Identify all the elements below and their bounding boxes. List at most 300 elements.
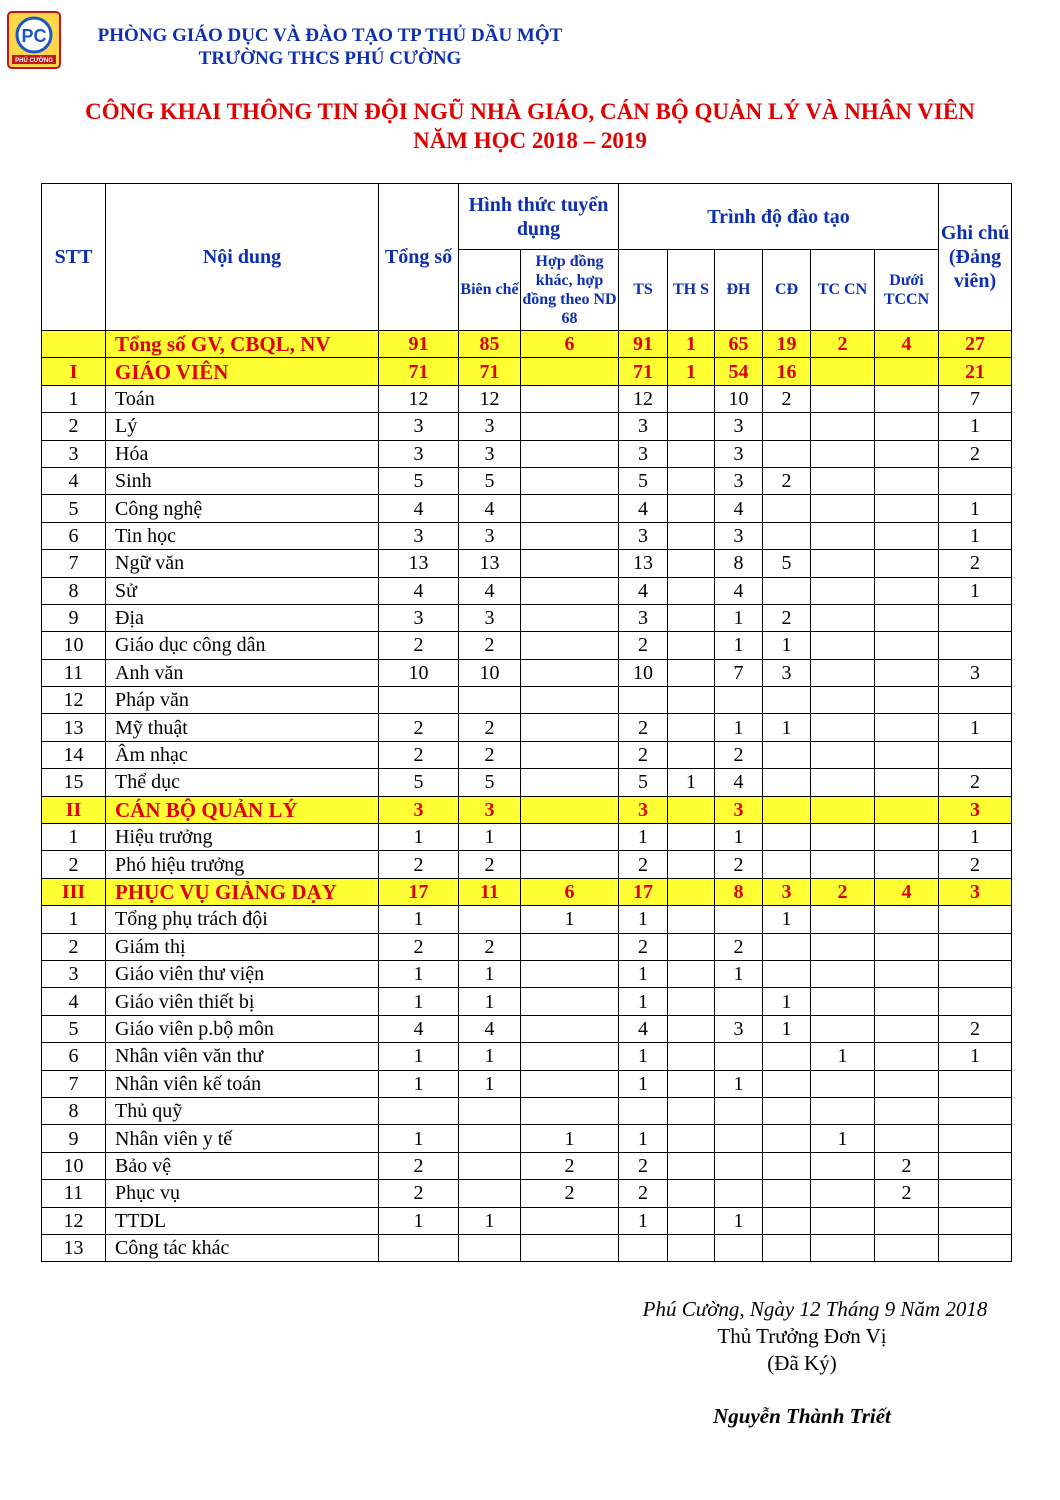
cell-stt: III bbox=[42, 878, 106, 905]
cell-hd bbox=[521, 1097, 619, 1124]
cell-duoi bbox=[875, 1097, 939, 1124]
table-row bbox=[42, 1097, 1012, 1124]
cell-hd bbox=[521, 988, 619, 1015]
cell-hd bbox=[521, 1043, 619, 1070]
cell-dh: 3 bbox=[715, 467, 763, 494]
cell-bc: 85 bbox=[459, 331, 521, 358]
cell-hd bbox=[521, 769, 619, 796]
cell-bc: 5 bbox=[459, 467, 521, 494]
cell-tong bbox=[379, 687, 459, 714]
cell-ths bbox=[668, 1015, 715, 1042]
cell-bc bbox=[459, 1152, 521, 1179]
cell-note bbox=[939, 1180, 1012, 1207]
cell-cd bbox=[763, 1070, 811, 1097]
cell-dh: 1 bbox=[715, 1207, 763, 1234]
cell-cd: 1 bbox=[763, 632, 811, 659]
cell-ths: 1 bbox=[668, 769, 715, 796]
cell-note: 2 bbox=[939, 440, 1012, 467]
cell-bc: 1 bbox=[459, 1043, 521, 1070]
cell-tong: 2 bbox=[379, 933, 459, 960]
cell-dh: 4 bbox=[715, 495, 763, 522]
cell-duoi bbox=[875, 824, 939, 851]
cell-ts: 1 bbox=[619, 960, 668, 987]
cell-cd bbox=[763, 741, 811, 768]
cell-ths bbox=[668, 1152, 715, 1179]
table-row bbox=[42, 1207, 1012, 1234]
cell-tong: 3 bbox=[379, 796, 459, 823]
cell-tc bbox=[811, 1070, 875, 1097]
table-row bbox=[42, 495, 1012, 522]
cell-cd: 3 bbox=[763, 659, 811, 686]
table-row bbox=[42, 687, 1012, 714]
cell-cd bbox=[763, 1207, 811, 1234]
cell-cd bbox=[763, 769, 811, 796]
cell-stt: 1 bbox=[42, 824, 106, 851]
cell-duoi bbox=[875, 413, 939, 440]
cell-stt bbox=[42, 331, 106, 358]
cell-note bbox=[939, 632, 1012, 659]
cell-hd: 2 bbox=[521, 1180, 619, 1207]
school-year: NĂM HỌC 2018 – 2019 bbox=[413, 128, 647, 153]
cell-tc bbox=[811, 1234, 875, 1261]
col-recruit-hd: Hợp đồng khác, hợp đồng theo ND 68 bbox=[521, 250, 619, 331]
cell-duoi bbox=[875, 1070, 939, 1097]
cell-note: 2 bbox=[939, 851, 1012, 878]
cell-hd bbox=[521, 933, 619, 960]
cell-hd bbox=[521, 960, 619, 987]
cell-hd bbox=[521, 1234, 619, 1261]
cell-cd bbox=[763, 960, 811, 987]
cell-tong: 1 bbox=[379, 988, 459, 1015]
cell-tc bbox=[811, 495, 875, 522]
cell-duoi bbox=[875, 632, 939, 659]
cell-tong bbox=[379, 1097, 459, 1124]
cell-name: Địa bbox=[106, 604, 379, 631]
cell-duoi bbox=[875, 522, 939, 549]
cell-dh bbox=[715, 1234, 763, 1261]
cell-tong: 3 bbox=[379, 413, 459, 440]
logo-caption: PHÚ CƯỜNG bbox=[15, 58, 53, 64]
cell-cd: 3 bbox=[763, 878, 811, 905]
cell-ts bbox=[619, 1234, 668, 1261]
cell-dh: 4 bbox=[715, 577, 763, 604]
cell-ths bbox=[668, 1097, 715, 1124]
cell-bc bbox=[459, 1234, 521, 1261]
cell-cd bbox=[763, 687, 811, 714]
cell-dh: 1 bbox=[715, 960, 763, 987]
cell-ts: 4 bbox=[619, 495, 668, 522]
cell-tc bbox=[811, 906, 875, 933]
cell-ths bbox=[668, 741, 715, 768]
cell-stt: 14 bbox=[42, 741, 106, 768]
cell-tong: 1 bbox=[379, 1070, 459, 1097]
cell-ts: 2 bbox=[619, 714, 668, 741]
cell-cd bbox=[763, 1125, 811, 1152]
cell-note: 1 bbox=[939, 714, 1012, 741]
cell-duoi bbox=[875, 467, 939, 494]
cell-tong: 17 bbox=[379, 878, 459, 905]
cell-ts: 2 bbox=[619, 933, 668, 960]
col-duoi-tccn: Dưới TCCN bbox=[875, 250, 939, 331]
cell-ths bbox=[668, 906, 715, 933]
cell-tong: 5 bbox=[379, 467, 459, 494]
cell-stt: 8 bbox=[42, 577, 106, 604]
cell-ts: 91 bbox=[619, 331, 668, 358]
cell-duoi bbox=[875, 358, 939, 385]
cell-tong: 1 bbox=[379, 906, 459, 933]
cell-tong: 4 bbox=[379, 577, 459, 604]
cell-duoi bbox=[875, 550, 939, 577]
cell-stt: 9 bbox=[42, 1125, 106, 1152]
cell-dh: 2 bbox=[715, 741, 763, 768]
table-row bbox=[42, 714, 1012, 741]
cell-tc bbox=[811, 358, 875, 385]
cell-bc bbox=[459, 906, 521, 933]
cell-ths bbox=[668, 824, 715, 851]
cell-ths bbox=[668, 851, 715, 878]
signer-position: Thủ Trưởng Đơn Vị bbox=[717, 1324, 887, 1348]
cell-ts: 5 bbox=[619, 769, 668, 796]
department-name: PHÒNG GIÁO DỤC VÀ ĐÀO TẠO TP THỦ DẦU MỘT bbox=[97, 25, 563, 46]
school-name: TRƯỜNG THCS PHÚ CƯỜNG bbox=[198, 48, 462, 69]
cell-ts: 13 bbox=[619, 550, 668, 577]
table-row bbox=[42, 851, 1012, 878]
cell-hd bbox=[521, 495, 619, 522]
cell-ts: 2 bbox=[619, 741, 668, 768]
cell-duoi bbox=[875, 796, 939, 823]
cell-tong: 4 bbox=[379, 495, 459, 522]
cell-ths bbox=[668, 1125, 715, 1152]
cell-hd: 6 bbox=[521, 331, 619, 358]
cell-cd bbox=[763, 851, 811, 878]
col-note: Ghi chú (Đảng viên) bbox=[939, 184, 1012, 331]
cell-dh bbox=[715, 1043, 763, 1070]
cell-tc: 2 bbox=[811, 878, 875, 905]
cell-name: Toán bbox=[106, 385, 379, 412]
cell-cd: 2 bbox=[763, 467, 811, 494]
cell-hd bbox=[521, 604, 619, 631]
cell-cd: 2 bbox=[763, 604, 811, 631]
cell-tc bbox=[811, 1180, 875, 1207]
cell-duoi bbox=[875, 577, 939, 604]
cell-name: CÁN BỘ QUẢN LÝ bbox=[106, 796, 379, 823]
cell-bc: 2 bbox=[459, 851, 521, 878]
cell-note bbox=[939, 604, 1012, 631]
cell-ths bbox=[668, 550, 715, 577]
cell-name: Nhân viên văn thư bbox=[106, 1043, 379, 1070]
cell-cd bbox=[763, 413, 811, 440]
cell-note: 7 bbox=[939, 385, 1012, 412]
cell-dh bbox=[715, 1152, 763, 1179]
cell-name: PHỤC VỤ GIẢNG DẠY bbox=[106, 878, 379, 905]
col-tccn: TC CN bbox=[811, 250, 875, 331]
cell-name: Âm nhạc bbox=[106, 741, 379, 768]
cell-hd bbox=[521, 440, 619, 467]
cell-name: Tổng số GV, CBQL, NV bbox=[106, 331, 379, 358]
cell-note: 3 bbox=[939, 659, 1012, 686]
table-row bbox=[42, 824, 1012, 851]
cell-tc bbox=[811, 659, 875, 686]
cell-name: Lý bbox=[106, 413, 379, 440]
cell-dh: 3 bbox=[715, 796, 763, 823]
cell-bc: 3 bbox=[459, 522, 521, 549]
cell-ts: 4 bbox=[619, 1015, 668, 1042]
cell-duoi: 2 bbox=[875, 1180, 939, 1207]
cell-note: 2 bbox=[939, 1015, 1012, 1042]
cell-stt: 12 bbox=[42, 687, 106, 714]
cell-bc: 2 bbox=[459, 714, 521, 741]
cell-hd bbox=[521, 550, 619, 577]
cell-note: 3 bbox=[939, 796, 1012, 823]
cell-name: Giáo viên thiết bị bbox=[106, 988, 379, 1015]
cell-stt: 3 bbox=[42, 960, 106, 987]
cell-ths bbox=[668, 632, 715, 659]
cell-bc bbox=[459, 1180, 521, 1207]
cell-ths bbox=[668, 796, 715, 823]
col-level: Trình độ đào tạo bbox=[619, 184, 939, 250]
cell-name: GIÁO VIÊN bbox=[106, 358, 379, 385]
cell-name: Nhân viên kế toán bbox=[106, 1070, 379, 1097]
cell-ts: 2 bbox=[619, 851, 668, 878]
cell-ths bbox=[668, 1180, 715, 1207]
cell-cd bbox=[763, 824, 811, 851]
table-row bbox=[42, 550, 1012, 577]
cell-name: Thể dục bbox=[106, 769, 379, 796]
cell-bc: 3 bbox=[459, 413, 521, 440]
cell-ths: 1 bbox=[668, 331, 715, 358]
cell-duoi bbox=[875, 1125, 939, 1152]
cell-ts: 17 bbox=[619, 878, 668, 905]
table-row bbox=[42, 413, 1012, 440]
cell-hd bbox=[521, 522, 619, 549]
cell-note bbox=[939, 906, 1012, 933]
cell-tc bbox=[811, 1207, 875, 1234]
cell-note: 1 bbox=[939, 577, 1012, 604]
col-cd: CĐ bbox=[763, 250, 811, 331]
cell-ts: 2 bbox=[619, 1152, 668, 1179]
cell-dh: 3 bbox=[715, 1015, 763, 1042]
cell-tong: 1 bbox=[379, 1125, 459, 1152]
cell-note: 2 bbox=[939, 550, 1012, 577]
cell-name: Phục vụ bbox=[106, 1180, 379, 1207]
table-row bbox=[42, 769, 1012, 796]
cell-cd: 1 bbox=[763, 714, 811, 741]
col-recruit: Hình thức tuyển dụng bbox=[459, 184, 619, 250]
cell-stt: 5 bbox=[42, 495, 106, 522]
cell-tong: 10 bbox=[379, 659, 459, 686]
cell-hd: 1 bbox=[521, 1125, 619, 1152]
cell-tong: 3 bbox=[379, 440, 459, 467]
cell-cd bbox=[763, 495, 811, 522]
cell-dh bbox=[715, 1097, 763, 1124]
cell-cd bbox=[763, 796, 811, 823]
cell-cd bbox=[763, 522, 811, 549]
table-row bbox=[42, 1125, 1012, 1152]
cell-tong: 4 bbox=[379, 1015, 459, 1042]
cell-tong: 2 bbox=[379, 1180, 459, 1207]
cell-bc: 11 bbox=[459, 878, 521, 905]
cell-hd: 1 bbox=[521, 906, 619, 933]
cell-duoi bbox=[875, 988, 939, 1015]
cell-name: Hóa bbox=[106, 440, 379, 467]
cell-ths bbox=[668, 988, 715, 1015]
cell-note bbox=[939, 1097, 1012, 1124]
col-dh: ĐH bbox=[715, 250, 763, 331]
cell-hd bbox=[521, 714, 619, 741]
table-row bbox=[42, 1070, 1012, 1097]
cell-name: Sử bbox=[106, 577, 379, 604]
cell-name: Giáo viên thư viện bbox=[106, 960, 379, 987]
cell-ths bbox=[668, 1207, 715, 1234]
cell-name: Anh văn bbox=[106, 659, 379, 686]
cell-ts: 1 bbox=[619, 1043, 668, 1070]
cell-tong: 2 bbox=[379, 632, 459, 659]
cell-tc: 2 bbox=[811, 331, 875, 358]
cell-ts: 1 bbox=[619, 906, 668, 933]
cell-name: Công tác khác bbox=[106, 1234, 379, 1261]
cell-name: Giám thị bbox=[106, 933, 379, 960]
cell-note bbox=[939, 1125, 1012, 1152]
cell-name: Sinh bbox=[106, 467, 379, 494]
cell-stt: 9 bbox=[42, 604, 106, 631]
table-row bbox=[42, 960, 1012, 987]
cell-cd: 19 bbox=[763, 331, 811, 358]
cell-cd bbox=[763, 1043, 811, 1070]
cell-dh: 3 bbox=[715, 440, 763, 467]
cell-hd bbox=[521, 687, 619, 714]
cell-note: 1 bbox=[939, 824, 1012, 851]
cell-stt: 2 bbox=[42, 413, 106, 440]
cell-stt: 5 bbox=[42, 1015, 106, 1042]
cell-ths bbox=[668, 960, 715, 987]
cell-dh: 1 bbox=[715, 632, 763, 659]
cell-tong: 2 bbox=[379, 1152, 459, 1179]
cell-stt: 10 bbox=[42, 1152, 106, 1179]
cell-tc bbox=[811, 741, 875, 768]
cell-stt: 1 bbox=[42, 385, 106, 412]
cell-ts: 1 bbox=[619, 1125, 668, 1152]
cell-duoi bbox=[875, 1043, 939, 1070]
cell-cd bbox=[763, 577, 811, 604]
cell-tc bbox=[811, 632, 875, 659]
cell-tc bbox=[811, 522, 875, 549]
cell-tc bbox=[811, 604, 875, 631]
cell-name: Tin học bbox=[106, 522, 379, 549]
cell-name: Công nghệ bbox=[106, 495, 379, 522]
cell-dh: 3 bbox=[715, 413, 763, 440]
cell-note bbox=[939, 933, 1012, 960]
table-row bbox=[42, 933, 1012, 960]
cell-ths bbox=[668, 577, 715, 604]
cell-ts bbox=[619, 687, 668, 714]
cell-dh: 10 bbox=[715, 385, 763, 412]
cell-name: TTDL bbox=[106, 1207, 379, 1234]
cell-tong: 91 bbox=[379, 331, 459, 358]
cell-tc: 1 bbox=[811, 1125, 875, 1152]
cell-bc: 2 bbox=[459, 741, 521, 768]
cell-cd bbox=[763, 1097, 811, 1124]
cell-bc: 1 bbox=[459, 988, 521, 1015]
cell-ts: 2 bbox=[619, 632, 668, 659]
cell-bc: 1 bbox=[459, 960, 521, 987]
cell-hd: 6 bbox=[521, 878, 619, 905]
cell-ts bbox=[619, 1097, 668, 1124]
cell-tc bbox=[811, 687, 875, 714]
table-row bbox=[42, 604, 1012, 631]
cell-note: 1 bbox=[939, 495, 1012, 522]
cell-duoi: 2 bbox=[875, 1152, 939, 1179]
cell-note: 1 bbox=[939, 413, 1012, 440]
cell-cd: 16 bbox=[763, 358, 811, 385]
cell-hd bbox=[521, 851, 619, 878]
cell-name: Tổng phụ trách đội bbox=[106, 906, 379, 933]
cell-tong: 2 bbox=[379, 741, 459, 768]
cell-bc: 3 bbox=[459, 440, 521, 467]
table-row bbox=[42, 632, 1012, 659]
cell-tong bbox=[379, 1234, 459, 1261]
signer-name: Nguyễn Thành Triết bbox=[713, 1404, 891, 1428]
cell-stt: 7 bbox=[42, 550, 106, 577]
cell-name: Hiệu trưởng bbox=[106, 824, 379, 851]
cell-hd bbox=[521, 385, 619, 412]
cell-bc: 3 bbox=[459, 796, 521, 823]
cell-bc: 1 bbox=[459, 824, 521, 851]
cell-ts: 3 bbox=[619, 522, 668, 549]
cell-dh: 1 bbox=[715, 604, 763, 631]
cell-ths bbox=[668, 522, 715, 549]
cell-ts: 1 bbox=[619, 1070, 668, 1097]
cell-note: 2 bbox=[939, 769, 1012, 796]
cell-ts: 2 bbox=[619, 1180, 668, 1207]
cell-hd bbox=[521, 1015, 619, 1042]
cell-tc bbox=[811, 1152, 875, 1179]
col-stt: STT bbox=[42, 184, 106, 331]
cell-hd bbox=[521, 413, 619, 440]
cell-hd bbox=[521, 1207, 619, 1234]
cell-note: 21 bbox=[939, 358, 1012, 385]
cell-ths: 1 bbox=[668, 358, 715, 385]
cell-bc: 5 bbox=[459, 769, 521, 796]
cell-note bbox=[939, 741, 1012, 768]
cell-bc bbox=[459, 1125, 521, 1152]
cell-hd bbox=[521, 632, 619, 659]
cell-tong: 1 bbox=[379, 824, 459, 851]
cell-stt: 10 bbox=[42, 632, 106, 659]
col-content: Nội dung bbox=[106, 184, 379, 331]
cell-dh: 8 bbox=[715, 550, 763, 577]
table-row bbox=[42, 385, 1012, 412]
cell-ths bbox=[668, 714, 715, 741]
cell-duoi bbox=[875, 659, 939, 686]
cell-stt: 2 bbox=[42, 933, 106, 960]
table-row bbox=[42, 1152, 1012, 1179]
table-row bbox=[42, 577, 1012, 604]
cell-cd: 2 bbox=[763, 385, 811, 412]
cell-stt: 13 bbox=[42, 1234, 106, 1261]
cell-ths bbox=[668, 1043, 715, 1070]
cell-dh bbox=[715, 988, 763, 1015]
cell-tc bbox=[811, 467, 875, 494]
cell-note bbox=[939, 1207, 1012, 1234]
table-row bbox=[42, 741, 1012, 768]
cell-stt: 6 bbox=[42, 522, 106, 549]
cell-dh: 1 bbox=[715, 824, 763, 851]
cell-tc bbox=[811, 796, 875, 823]
cell-tc bbox=[811, 988, 875, 1015]
cell-hd bbox=[521, 741, 619, 768]
cell-bc: 3 bbox=[459, 604, 521, 631]
cell-tc bbox=[811, 385, 875, 412]
